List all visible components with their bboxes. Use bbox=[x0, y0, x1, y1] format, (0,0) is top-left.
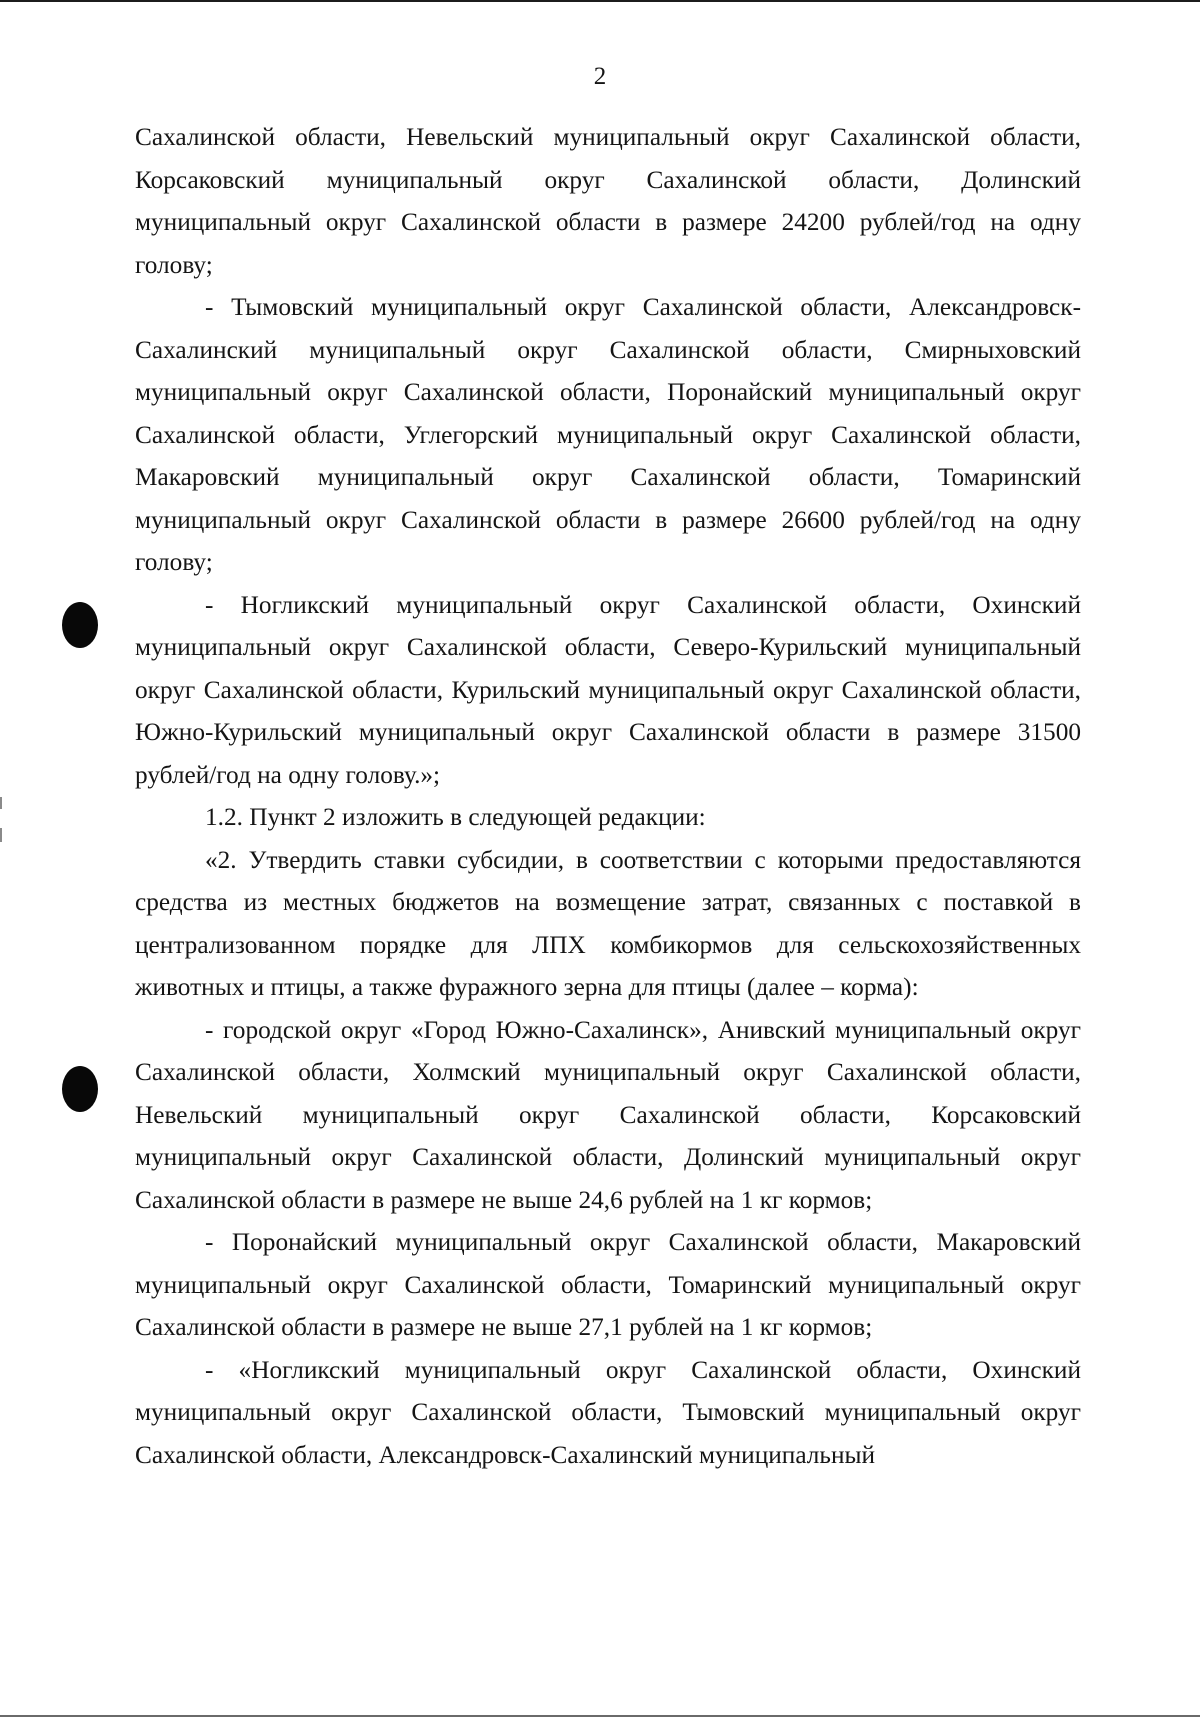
page-bottom-edge bbox=[0, 1715, 1200, 1717]
punch-hole bbox=[62, 1066, 98, 1112]
paragraph-yuzhno-sakhalinsk-group: - городской округ «Город Южно-Сахалинск», Анивский муниципальный округ Сахалинской области, Холмский муниципальный округ Сахалинской области, Невельский муниципальный округ Сахалинской области, Корсаковский муниципальный округ Сахалинской области, Долинский муниципальный округ Сахалинской области в размере не выше 24,6 рублей на 1 кг кормов; bbox=[135, 1015, 1081, 1214]
page-top-edge bbox=[0, 0, 1200, 2]
scan-edge-mark bbox=[0, 828, 2, 842]
scan-edge-mark bbox=[0, 797, 2, 809]
document-body bbox=[135, 116, 1081, 1476]
paragraph-tymovsky-group: - Тымовский муниципальный округ Сахалинской области, Александровск-Сахалинский муниципальный округ Сахалинской области, Смирныховский муниципальный округ Сахалинской области, Поронайский муниципальный округ Сахалинской области, Углегорский муниципальный округ Сахалинской области, Макаровский муниципальный округ Сахалинской области, Томаринский муниципальный округ Сахалинской области в размере 26600 рублей/год на одну голову; bbox=[135, 293, 1081, 576]
paragraph-noglikisky-feed-group: - «Ногликский муниципальный округ Сахалинской области, Охинский муниципальный округ Сахалинской области, Тымовский муниципальный округ Сахалинской области, Александровск-Сахалинский муниципальный bbox=[135, 1355, 1081, 1469]
paragraph-poronaysky-group: - Поронайский муниципальный округ Сахалинской области, Макаровский муниципальный округ Сахалинской области, Томаринский муниципальный округ Сахалинской области в размере не выше 27,1 рублей на 1 кг кормов; bbox=[135, 1228, 1081, 1341]
punch-hole bbox=[62, 602, 98, 648]
paragraph-noglikisky-group: - Ногликский муниципальный округ Сахалинской области, Охинский муниципальный округ Сахалинской области, Северо-Курильский муниципальный округ Сахалинской области, Курильский муниципальный округ Сахалинской области, Южно-Курильский муниципальный округ Сахалинской области в размере 31500 рублей/год на одну голову.»; bbox=[135, 590, 1081, 789]
paragraph-item-1-2: 1.2. Пункт 2 изложить в следующей редакции: bbox=[205, 803, 706, 831]
paragraph-point-2: «2. Утвердить ставки субсидии, в соответствии с которыми предоставляются средства из местных бюджетов на возмещение затрат, связанных с поставкой в централизованном порядке для ЛПХ комбикормов для сельскохозяйственных животных и птицы, а также фуражного зерна для птицы (далее – корма): bbox=[135, 845, 1081, 1001]
page-number: 2 bbox=[593, 63, 607, 90]
paragraph-continuation: Сахалинской области, Невельский муниципальный округ Сахалинской области, Корсаковский муниципальный округ Сахалинской области, Долинский муниципальный округ Сахалинской области в размере 24200 рублей/год на одну голову; bbox=[135, 123, 1081, 279]
